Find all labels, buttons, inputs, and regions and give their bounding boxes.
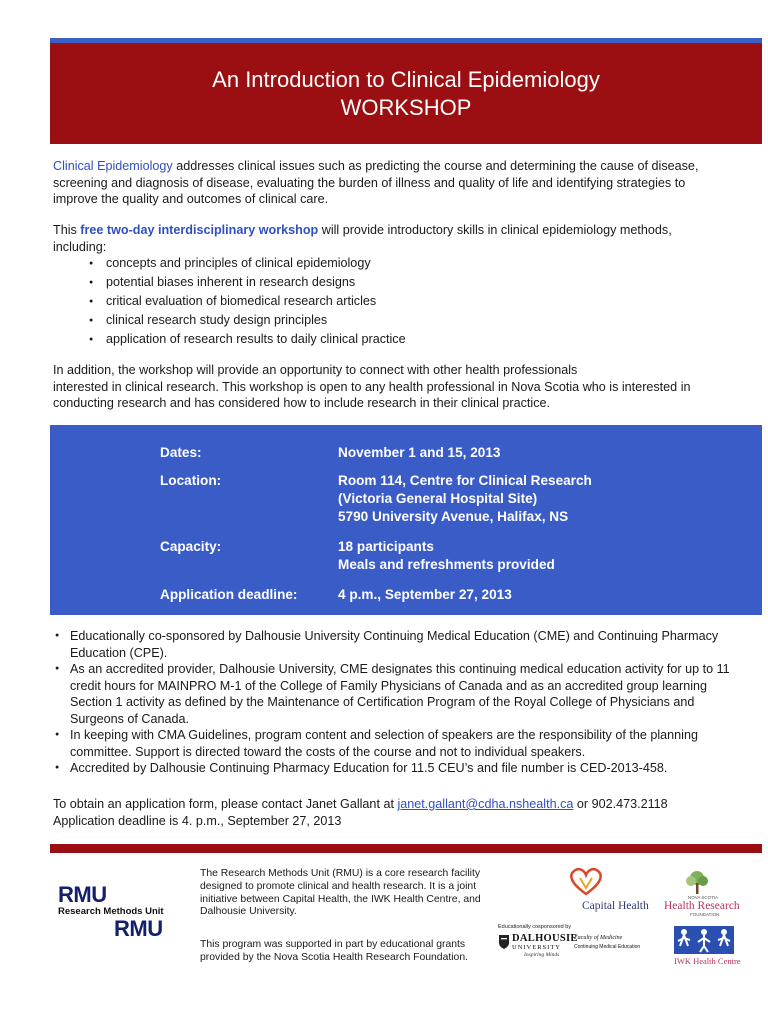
workshop-post: will provide introductory skills in clinical epidemiology methods, including:	[53, 223, 672, 254]
accreditation-list	[53, 628, 733, 777]
dal-motto: Inspiring Minds	[524, 952, 560, 958]
rmu-logo-bottom: RMU	[114, 916, 163, 941]
topics-list-wrap	[53, 254, 723, 349]
nshrf-name: Health Research	[664, 900, 740, 912]
rmu-description: The Research Methods Unit (RMU) is a core research facility designed to promote clinical and health research. It is a joint initiative between Capital Health, the IWK Health Centre, and Dalhousie University.	[200, 868, 481, 918]
list-item: ● clinical research study design principles	[106, 311, 723, 330]
dal-cme: Continuing Medical Education	[574, 944, 641, 950]
nshrf-logo	[658, 870, 738, 916]
location-line: (Victoria General Hospital Site)	[338, 491, 538, 506]
capacity-line: Meals and refreshments provided	[338, 557, 555, 572]
rmu-logo	[58, 884, 188, 944]
contact-email-link[interactable]: janet.gallant@cdha.nshealth.ca	[397, 797, 574, 811]
list-item: ● concepts and principles of clinical epidemiology	[106, 254, 723, 273]
location-line: 5790 University Avenue, Halifax, NS	[338, 509, 569, 524]
contact-paragraph	[53, 796, 753, 829]
iwk-name: IWK Health Centre	[674, 956, 741, 966]
page-title: An Introduction to Clinical Epidemiology	[212, 67, 600, 92]
list-item: ● Accredited by Dalhousie Continuing Pharmacy Education for 11.5 CEU’s and file number is CED-2013-458.	[53, 760, 733, 777]
list-item: ● critical evaluation of biomedical research articles	[106, 292, 723, 311]
list-item: ● As an accredited provider, Dalhousie University, CME designates this continuing medical education activity for up to 11 credit hours for MAINPRO M-1 of the College of Family Physicians of Canada and as an accredited group learning Section 1 activity as defined by the Maintenance of Certification Program of the Royal College of Physicians and Surgeons of Canada.	[53, 661, 733, 727]
dal-faculty: Faculty of Medicine	[574, 935, 623, 941]
topics-list	[53, 254, 723, 349]
capital-health-name: Capital Health	[582, 900, 649, 912]
contact-deadline: Application deadline is 4. p.m., September 27, 2013	[53, 813, 342, 828]
intro-term: Clinical Epidemiology	[53, 159, 173, 173]
dal-name: DALHOUSIE	[512, 933, 578, 944]
dalhousie-crest-icon	[498, 934, 510, 950]
details-box	[50, 425, 762, 615]
capacity-line: 18 participants	[338, 539, 434, 554]
rmu-logo-top: RMU	[58, 882, 107, 907]
deadline-label: Application deadline:	[160, 587, 298, 602]
list-item: ● application of research results to daily clinical practice	[106, 330, 723, 349]
intro-text: addresses clinical issues such as predicting the course and determining the cause of disease, screening and diagnosis of disease, evaluating the burden of illness and quality of life and identifying strategies to improve the quality and outcomes of clinical care.	[53, 159, 699, 206]
list-item: ● Educationally co-sponsored by Dalhousie University Continuing Medical Education (CME) and Continuing Pharmacy Education (CPE).	[53, 628, 733, 661]
addition-paragraph	[53, 362, 728, 412]
nshrf-foundation: FOUNDATION	[690, 912, 720, 917]
support-description: This program was supported in part by educational grants provided by the Nova Scotia Health Research Foundation.	[200, 939, 469, 963]
dates-label: Dates:	[160, 445, 202, 460]
page-subtitle: WORKSHOP	[340, 95, 472, 120]
deadline-value: 4 p.m., September 27, 2013	[338, 587, 512, 602]
dalhousie-logo	[498, 924, 658, 968]
title-banner	[50, 38, 762, 144]
rmu-logo-subtitle: Research Methods Unit	[58, 906, 164, 917]
capital-health-heart-icon	[566, 866, 606, 896]
workshop-pre: This	[53, 223, 81, 237]
iwk-figures-icon	[674, 926, 734, 954]
intro-paragraph	[53, 158, 723, 208]
list-item: ● potential biases inherent in research designs	[106, 273, 723, 292]
location-line: Room 114, Centre for Clinical Research	[338, 473, 592, 488]
dal-cosponsor: Educationally cosponsored by	[498, 924, 572, 930]
capital-health-logo	[562, 866, 662, 914]
tree-icon	[682, 870, 712, 896]
contact-line	[53, 796, 753, 813]
dates-value: November 1 and 15, 2013	[338, 445, 501, 460]
iwk-logo	[672, 926, 741, 968]
workshop-highlight: free two-day interdisciplinary workshop	[80, 223, 319, 237]
capacity-label: Capacity:	[160, 539, 222, 554]
addition-line-2: interested in clinical research. This workshop is open to any health professional in Nova Scotia who is interested in conducting research and has considered how to include research in their clinical practice.	[53, 379, 691, 410]
capacity-value	[338, 538, 738, 574]
list-item: ● In keeping with CMA Guidelines, program content and selection of speakers are the responsibility of the planning committee. Support is directed toward the costs of the course and not to individual speakers.	[53, 727, 733, 760]
contact-pre: To obtain an application form, please contact Janet Gallant at	[53, 797, 398, 811]
dal-university: UNIVERSITY	[512, 944, 561, 951]
location-value	[338, 472, 738, 526]
location-label: Location:	[160, 473, 222, 488]
addition-line-1: In addition, the workshop will provide an opportunity to connect with other health professionals	[53, 363, 578, 377]
nshrf-small: NOVA SCOTIA	[688, 895, 719, 900]
footer-divider	[50, 844, 762, 853]
workshop-paragraph	[53, 222, 723, 255]
contact-post: or 902.473.2118	[573, 797, 668, 811]
